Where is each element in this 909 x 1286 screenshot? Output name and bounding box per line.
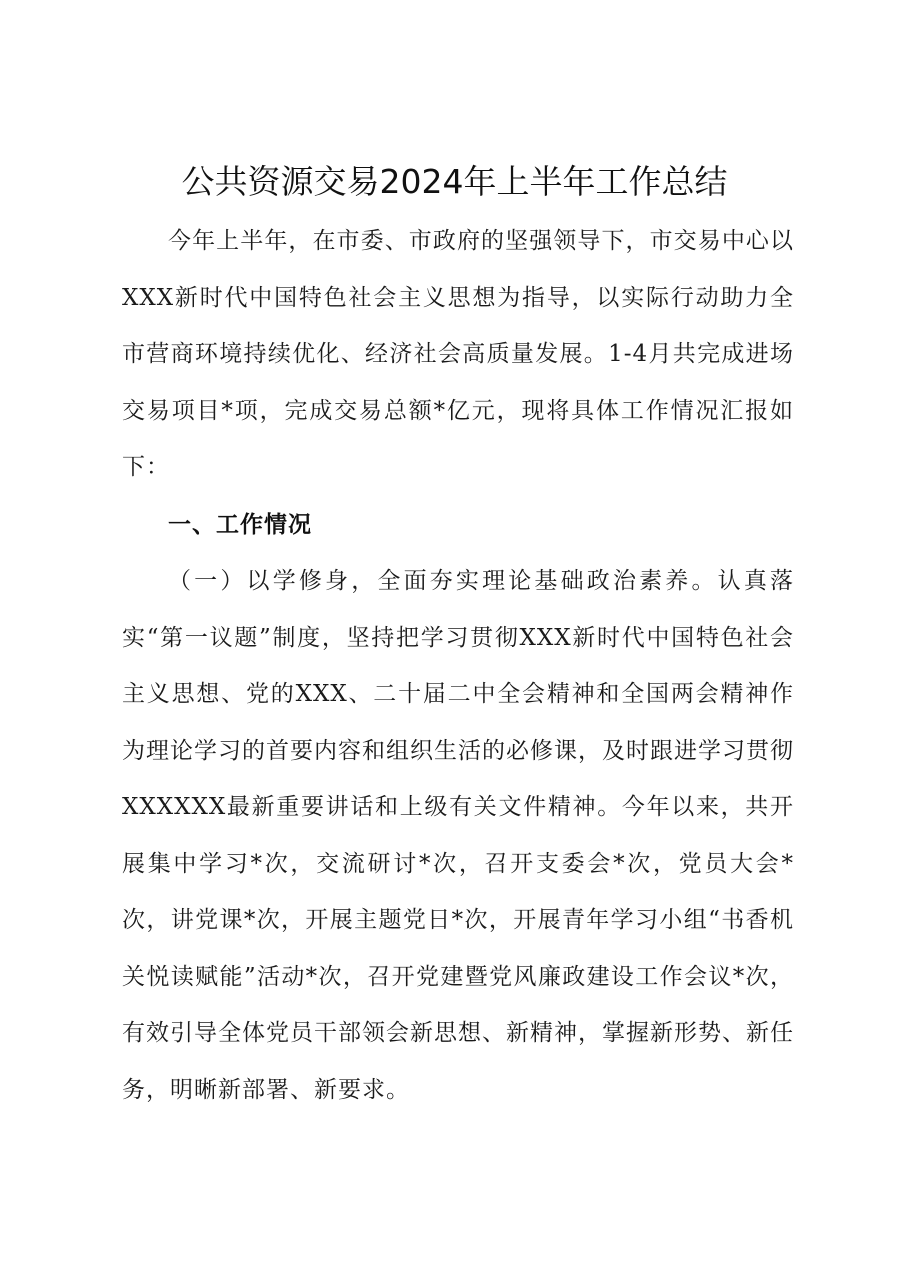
section-heading: 一、工作情况 <box>168 512 312 538</box>
section-paragraph: （一）以学修身，全面夯实理论基础政治素养。认真落实“第一议题”制度，坚持把学习贯彻XXX新时代中国特色社会主义思想、党的XXX、二十届二中全会精神和全国两会精神作为理论学习的首要内容和组织生活的必修课，及时跟进学习贯彻XXXXXX最新重要讲话和上级有关文件精神。今年以来，共开展集中学习*次，交流研讨*次，召开支委会*次，党员大会*次，讲党课*次，开展主题党日*次，开展青年学习小组“书香机关悦读赋能”活动*次，召开党建暨党风廉政建设工作会议*次，有效引导全体党员干部领会新思想、新精神，掌握新形势、新任务，明晰新部署、新要求。 <box>122 568 794 1103</box>
document-title: 公共资源交易2024年上半年工作总结 <box>181 162 728 201</box>
intro-paragraph: 今年上半年，在市委、市政府的坚强领导下，市交易中心以XXX新时代中国特色社会主义思想为指导，以实际行动助力全市营商环境持续优化、经济社会高质量发展。1-4月共完成进场交易项目*项，完成交易总额*亿元，现将具体工作情况汇报如下： <box>122 228 794 480</box>
